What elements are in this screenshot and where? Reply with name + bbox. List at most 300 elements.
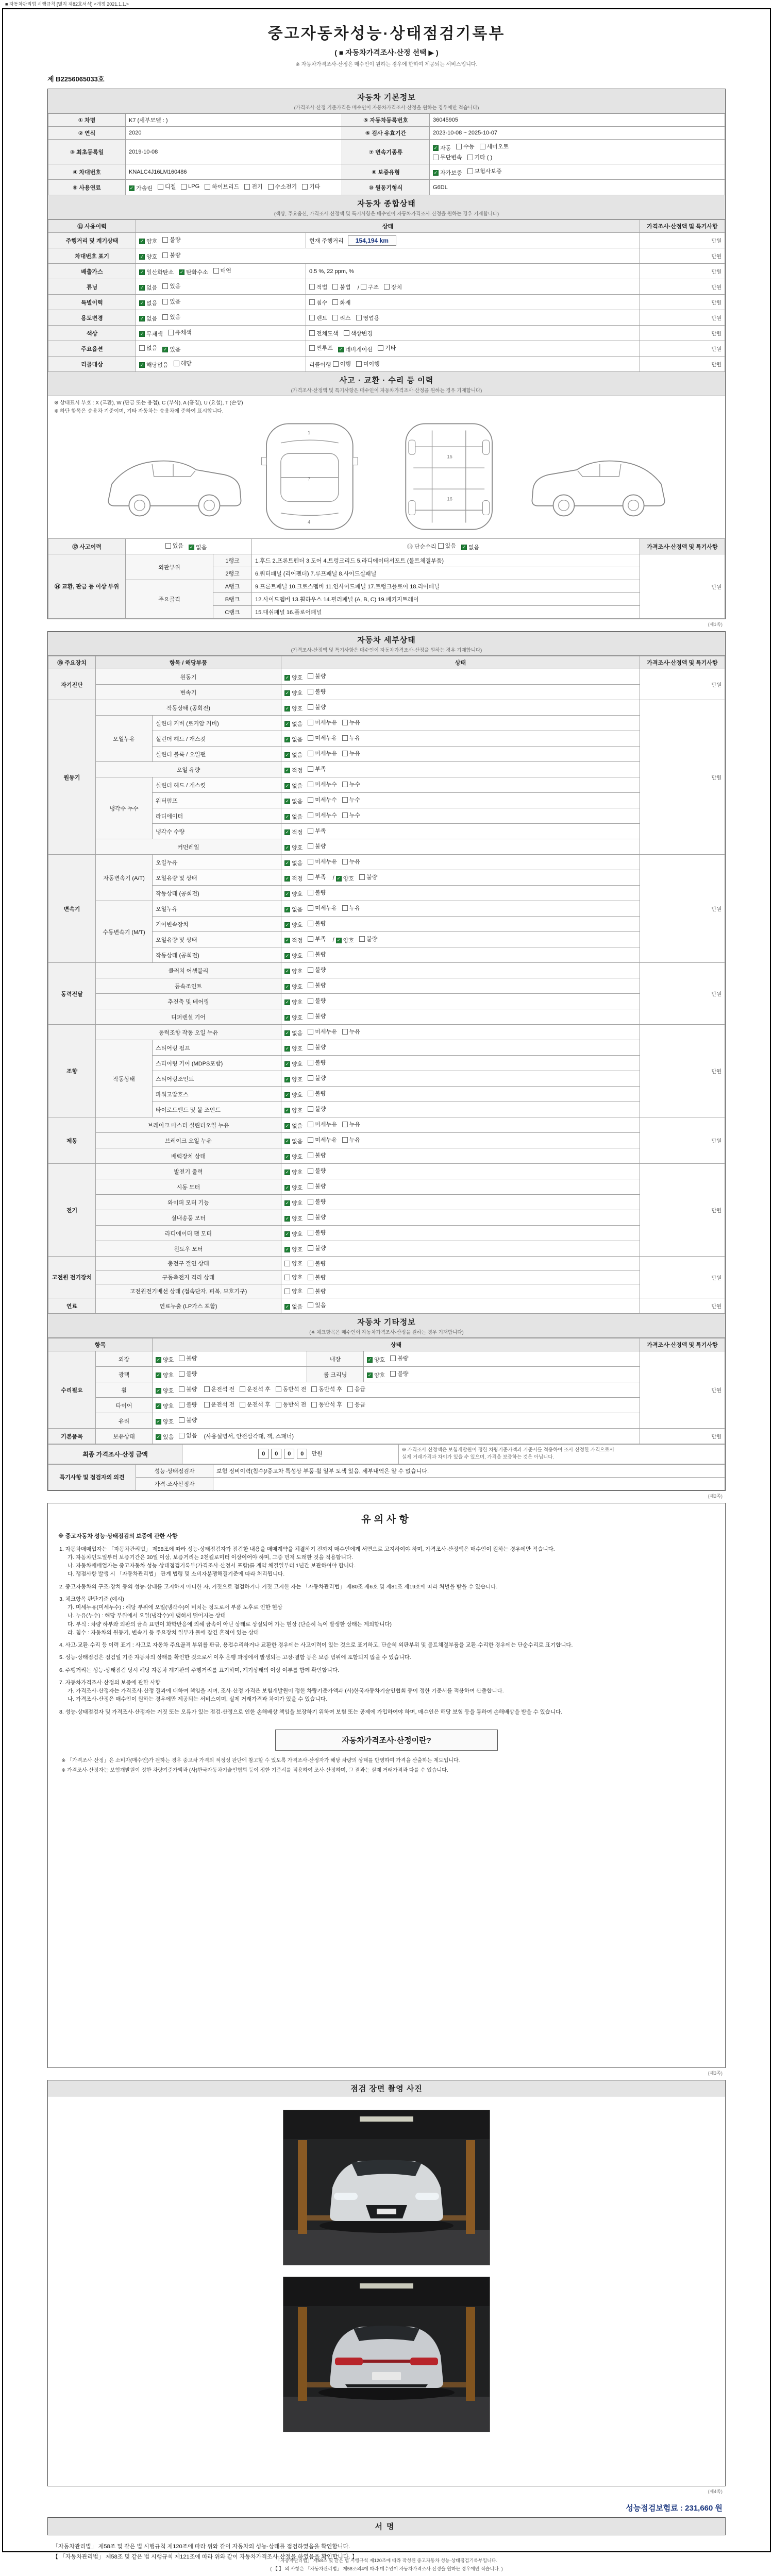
checkbox-option[interactable]: [174, 359, 192, 367]
unchecked-box-icon[interactable]: [467, 155, 473, 160]
checked-box-icon[interactable]: ✓: [285, 968, 290, 974]
unchecked-box-icon[interactable]: [344, 330, 349, 336]
checkbox-option[interactable]: [179, 268, 208, 276]
checkbox-option[interactable]: [244, 182, 262, 191]
checked-box-icon[interactable]: ✓: [285, 937, 290, 943]
checked-box-icon[interactable]: ✓: [285, 1138, 290, 1144]
checkbox-option[interactable]: [308, 1301, 326, 1309]
checkbox-option[interactable]: [156, 1417, 174, 1426]
checkbox-option[interactable]: [139, 299, 157, 307]
checked-box-icon[interactable]: ✓: [285, 1030, 290, 1036]
checkbox-option[interactable]: [284, 1214, 303, 1223]
unchecked-box-icon[interactable]: [359, 936, 365, 942]
checked-box-icon[interactable]: ✓: [156, 1418, 161, 1424]
checkbox-option[interactable]: [284, 751, 303, 759]
checkbox-option[interactable]: [342, 1120, 360, 1128]
checkbox-option[interactable]: [284, 689, 303, 697]
unchecked-box-icon[interactable]: [308, 812, 313, 818]
checked-box-icon[interactable]: ✓: [140, 269, 144, 275]
unchecked-box-icon[interactable]: [342, 859, 348, 865]
checkbox-option[interactable]: [139, 330, 163, 338]
unchecked-box-icon[interactable]: [204, 1402, 210, 1408]
checked-box-icon[interactable]: ✓: [285, 1246, 290, 1252]
unchecked-box-icon[interactable]: [308, 673, 313, 679]
checkbox-option[interactable]: [284, 1060, 303, 1068]
checked-box-icon[interactable]: ✓: [156, 1357, 161, 1362]
checkbox-option[interactable]: [308, 672, 326, 680]
checkbox-option[interactable]: [308, 842, 326, 850]
checkbox-option[interactable]: [378, 344, 396, 352]
checkbox-option[interactable]: [284, 766, 303, 774]
unchecked-box-icon[interactable]: [342, 797, 348, 803]
checkbox-option[interactable]: [139, 237, 157, 245]
checkbox-option[interactable]: [308, 981, 326, 989]
checkbox-option[interactable]: [308, 965, 326, 974]
checkbox-option[interactable]: [204, 1385, 235, 1393]
checked-box-icon[interactable]: ✓: [285, 1200, 290, 1206]
checkbox-option[interactable]: [311, 1385, 342, 1393]
checkbox-option[interactable]: [204, 1400, 235, 1409]
checkbox-option[interactable]: [284, 735, 303, 743]
unchecked-box-icon[interactable]: [308, 1044, 313, 1050]
unchecked-box-icon[interactable]: [390, 1371, 396, 1377]
unchecked-box-icon[interactable]: [284, 1275, 290, 1280]
unchecked-box-icon[interactable]: [347, 1402, 353, 1408]
checkbox-option[interactable]: [139, 344, 157, 352]
checkbox-option[interactable]: [467, 167, 502, 175]
checked-box-icon[interactable]: ✓: [285, 721, 290, 726]
checkbox-option[interactable]: [284, 1153, 303, 1161]
unchecked-box-icon[interactable]: [240, 1402, 245, 1408]
checkbox-option[interactable]: [308, 1105, 326, 1113]
checkbox-option[interactable]: [361, 283, 379, 291]
unchecked-box-icon[interactable]: [308, 1106, 313, 1112]
checked-box-icon[interactable]: ✓: [285, 1184, 290, 1190]
checkbox-option[interactable]: [308, 795, 337, 804]
unchecked-box-icon[interactable]: [179, 1355, 184, 1361]
checkbox-option[interactable]: [433, 144, 451, 152]
checked-box-icon[interactable]: ✓: [140, 284, 144, 290]
checked-box-icon[interactable]: ✓: [140, 253, 144, 259]
checked-box-icon[interactable]: ✓: [129, 185, 134, 191]
unchecked-box-icon[interactable]: [205, 184, 210, 190]
checked-box-icon[interactable]: ✓: [156, 1403, 161, 1409]
checkbox-option[interactable]: [308, 826, 326, 835]
checked-box-icon[interactable]: ✓: [285, 767, 290, 773]
unchecked-box-icon[interactable]: [356, 361, 362, 367]
checked-box-icon[interactable]: ✓: [337, 937, 341, 943]
checkbox-option[interactable]: [156, 1355, 174, 1364]
checkbox-option[interactable]: [162, 297, 180, 306]
checkbox-option[interactable]: [342, 795, 360, 804]
checkbox-option[interactable]: [308, 687, 326, 696]
checkbox-option[interactable]: [342, 857, 360, 866]
unchecked-box-icon[interactable]: [342, 751, 348, 756]
checked-box-icon[interactable]: ✓: [285, 798, 290, 804]
checked-box-icon[interactable]: ✓: [285, 1014, 290, 1020]
unchecked-box-icon[interactable]: [342, 1029, 348, 1035]
unchecked-box-icon[interactable]: [179, 1433, 184, 1438]
checkbox-option[interactable]: [268, 182, 297, 191]
unchecked-box-icon[interactable]: [308, 905, 313, 911]
unchecked-box-icon[interactable]: [361, 284, 366, 290]
checkbox-option[interactable]: [332, 314, 350, 322]
unchecked-box-icon[interactable]: [204, 1386, 210, 1392]
checkbox-option[interactable]: [344, 329, 373, 337]
unchecked-box-icon[interactable]: [333, 361, 339, 367]
unchecked-box-icon[interactable]: [308, 1075, 313, 1081]
unchecked-box-icon[interactable]: [162, 252, 168, 258]
checkbox-option[interactable]: [336, 874, 354, 883]
checkbox-option[interactable]: [309, 298, 327, 307]
checkbox-option[interactable]: [347, 1385, 365, 1393]
unchecked-box-icon[interactable]: [309, 299, 315, 305]
checkbox-option[interactable]: [308, 1213, 326, 1221]
checked-box-icon[interactable]: ✓: [156, 1434, 161, 1439]
checkbox-option[interactable]: [284, 1302, 303, 1311]
checkbox-option[interactable]: [156, 1371, 174, 1379]
checked-box-icon[interactable]: ✓: [285, 1169, 290, 1175]
checked-box-icon[interactable]: ✓: [285, 705, 290, 711]
checked-box-icon[interactable]: ✓: [285, 829, 290, 835]
checkbox-option[interactable]: [179, 1369, 197, 1378]
checkbox-option[interactable]: [308, 904, 337, 912]
checkbox-option[interactable]: [284, 1168, 303, 1176]
unchecked-box-icon[interactable]: [308, 952, 313, 957]
checkbox-option[interactable]: [333, 360, 351, 368]
checked-box-icon[interactable]: ✓: [285, 1123, 290, 1128]
unchecked-box-icon[interactable]: [308, 1060, 313, 1065]
unchecked-box-icon[interactable]: [179, 1371, 184, 1377]
checkbox-option[interactable]: [308, 996, 326, 1005]
unchecked-box-icon[interactable]: [347, 1386, 353, 1392]
checkbox-option[interactable]: [284, 1075, 303, 1083]
unchecked-box-icon[interactable]: [165, 543, 171, 549]
checked-box-icon[interactable]: ✓: [189, 544, 194, 550]
checked-box-icon[interactable]: ✓: [140, 362, 144, 367]
checked-box-icon[interactable]: ✓: [285, 844, 290, 850]
checked-box-icon[interactable]: ✓: [285, 906, 290, 912]
unchecked-box-icon[interactable]: [308, 1289, 313, 1294]
unchecked-box-icon[interactable]: [309, 345, 315, 351]
checkbox-option[interactable]: [156, 1433, 174, 1441]
checkbox-option[interactable]: [308, 811, 337, 819]
checked-box-icon[interactable]: ✓: [433, 145, 438, 150]
unchecked-box-icon[interactable]: [342, 905, 348, 911]
checked-box-icon[interactable]: ✓: [285, 1231, 290, 1236]
checked-box-icon[interactable]: ✓: [140, 238, 144, 244]
checkbox-option[interactable]: [189, 543, 207, 551]
checkbox-option[interactable]: [284, 1287, 303, 1295]
unchecked-box-icon[interactable]: [162, 237, 168, 243]
checked-box-icon[interactable]: ✓: [285, 875, 290, 881]
unchecked-box-icon[interactable]: [342, 720, 348, 725]
unchecked-box-icon[interactable]: [284, 1261, 290, 1266]
unchecked-box-icon[interactable]: [308, 936, 313, 942]
checkbox-option[interactable]: [179, 1400, 197, 1409]
unchecked-box-icon[interactable]: [162, 283, 168, 289]
checkbox-option[interactable]: [332, 283, 350, 291]
unchecked-box-icon[interactable]: [308, 1091, 313, 1096]
checkbox-option[interactable]: [168, 328, 192, 336]
checkbox-option[interactable]: [367, 1371, 385, 1379]
unchecked-box-icon[interactable]: [308, 797, 313, 803]
unchecked-box-icon[interactable]: [308, 967, 313, 973]
checked-box-icon[interactable]: ✓: [337, 875, 341, 881]
unchecked-box-icon[interactable]: [390, 1355, 396, 1361]
unchecked-box-icon[interactable]: [276, 1402, 281, 1408]
checkbox-option[interactable]: [276, 1400, 307, 1409]
unchecked-box-icon[interactable]: [308, 1214, 313, 1220]
checked-box-icon[interactable]: ✓: [285, 674, 290, 680]
checkbox-option[interactable]: [342, 1027, 360, 1036]
checked-box-icon[interactable]: ✓: [140, 315, 144, 321]
checkbox-option[interactable]: [240, 1400, 271, 1409]
unchecked-box-icon[interactable]: [308, 720, 313, 725]
unchecked-box-icon[interactable]: [158, 184, 163, 190]
unchecked-box-icon[interactable]: [181, 184, 187, 190]
checkbox-option[interactable]: [129, 184, 153, 192]
unchecked-box-icon[interactable]: [308, 782, 313, 787]
checkbox-option[interactable]: [284, 998, 303, 1006]
checkbox-option[interactable]: [461, 543, 479, 551]
checkbox-option[interactable]: [467, 153, 493, 161]
checkbox-option[interactable]: [284, 1106, 303, 1114]
checked-box-icon[interactable]: ✓: [285, 953, 290, 958]
checkbox-option[interactable]: [284, 1044, 303, 1053]
checkbox-option[interactable]: [284, 1122, 303, 1130]
checkbox-option[interactable]: [309, 329, 339, 337]
unchecked-box-icon[interactable]: [309, 330, 315, 336]
unchecked-box-icon[interactable]: [213, 268, 219, 274]
checked-box-icon[interactable]: ✓: [285, 752, 290, 757]
checkbox-option[interactable]: [308, 1259, 326, 1267]
checkbox-option[interactable]: [284, 936, 303, 944]
unchecked-box-icon[interactable]: [139, 345, 145, 351]
checkbox-option[interactable]: [390, 1354, 408, 1362]
checkbox-option[interactable]: [308, 1182, 326, 1190]
checked-box-icon[interactable]: ✓: [433, 170, 438, 175]
checkbox-option[interactable]: [308, 919, 326, 927]
unchecked-box-icon[interactable]: [433, 155, 439, 160]
unchecked-box-icon[interactable]: [359, 874, 365, 880]
checked-box-icon[interactable]: ✓: [163, 346, 167, 352]
unchecked-box-icon[interactable]: [308, 921, 313, 926]
checkbox-option[interactable]: [162, 235, 180, 244]
checkbox-option[interactable]: [308, 734, 337, 742]
checkbox-option[interactable]: [308, 1273, 326, 1281]
checkbox-option[interactable]: [284, 982, 303, 991]
checkbox-option[interactable]: [309, 283, 327, 291]
checked-box-icon[interactable]: ✓: [285, 922, 290, 927]
unchecked-box-icon[interactable]: [309, 315, 315, 320]
checked-box-icon[interactable]: ✓: [285, 1061, 290, 1066]
checkbox-option[interactable]: [384, 283, 402, 291]
checkbox-option[interactable]: [309, 314, 327, 322]
checkbox-option[interactable]: [308, 950, 326, 958]
unchecked-box-icon[interactable]: [308, 843, 313, 849]
checkbox-option[interactable]: [162, 251, 180, 259]
checkbox-option[interactable]: [356, 360, 380, 368]
unchecked-box-icon[interactable]: [268, 184, 274, 190]
checkbox-option[interactable]: [302, 182, 320, 191]
checked-box-icon[interactable]: ✓: [285, 1215, 290, 1221]
unchecked-box-icon[interactable]: [378, 345, 383, 351]
checked-box-icon[interactable]: ✓: [285, 999, 290, 1005]
checked-box-icon[interactable]: ✓: [339, 346, 343, 352]
checkbox-option[interactable]: [367, 1355, 385, 1364]
checkbox-option[interactable]: [308, 780, 337, 788]
checkbox-option[interactable]: [284, 704, 303, 713]
unchecked-box-icon[interactable]: [332, 284, 338, 290]
unchecked-box-icon[interactable]: [308, 704, 313, 710]
checkbox-option[interactable]: [284, 1013, 303, 1022]
checkbox-option[interactable]: [347, 1400, 365, 1409]
checkbox-option[interactable]: [336, 936, 354, 944]
unchecked-box-icon[interactable]: [308, 1013, 313, 1019]
unchecked-box-icon[interactable]: [308, 1261, 313, 1266]
unchecked-box-icon[interactable]: [179, 1417, 184, 1423]
checkbox-option[interactable]: [284, 1245, 303, 1253]
checkbox-option[interactable]: [433, 153, 462, 161]
checked-box-icon[interactable]: ✓: [285, 1092, 290, 1097]
checkbox-option[interactable]: [308, 1120, 337, 1128]
unchecked-box-icon[interactable]: [308, 1245, 313, 1251]
checked-box-icon[interactable]: ✓: [462, 544, 466, 550]
unchecked-box-icon[interactable]: [308, 874, 313, 880]
checkbox-option[interactable]: [308, 888, 326, 896]
checked-box-icon[interactable]: ✓: [367, 1372, 372, 1378]
checkbox-option[interactable]: [342, 904, 360, 912]
checkbox-option[interactable]: [438, 541, 456, 550]
checked-box-icon[interactable]: ✓: [285, 736, 290, 742]
checkbox-option[interactable]: [342, 1136, 360, 1144]
checkbox-option[interactable]: [342, 734, 360, 742]
unchecked-box-icon[interactable]: [308, 890, 313, 895]
checkbox-option[interactable]: [179, 1354, 197, 1362]
checkbox-option[interactable]: [284, 1273, 303, 1281]
checkbox-option[interactable]: [332, 298, 350, 307]
unchecked-box-icon[interactable]: [308, 766, 313, 772]
checkbox-option[interactable]: [308, 1151, 326, 1159]
checkbox-option[interactable]: [284, 782, 303, 790]
unchecked-box-icon[interactable]: [311, 1402, 317, 1408]
unchecked-box-icon[interactable]: [342, 782, 348, 787]
checkbox-option[interactable]: [162, 313, 180, 321]
checkbox-option[interactable]: [342, 718, 360, 726]
checkbox-option[interactable]: [359, 873, 377, 881]
checkbox-option[interactable]: [205, 182, 239, 191]
checked-box-icon[interactable]: ✓: [285, 891, 290, 896]
checkbox-option[interactable]: [308, 1074, 326, 1082]
checkbox-option[interactable]: [284, 673, 303, 682]
unchecked-box-icon[interactable]: [308, 1183, 313, 1189]
checkbox-option[interactable]: [284, 1183, 303, 1192]
checkbox-option[interactable]: [284, 1230, 303, 1238]
checked-box-icon[interactable]: ✓: [285, 984, 290, 989]
checkbox-option[interactable]: [284, 812, 303, 821]
checkbox-option[interactable]: [139, 252, 157, 261]
unchecked-box-icon[interactable]: [168, 330, 174, 335]
checkbox-option[interactable]: [308, 1136, 337, 1144]
checkbox-option[interactable]: [284, 720, 303, 728]
checkbox-option[interactable]: [276, 1385, 307, 1393]
unchecked-box-icon[interactable]: [467, 168, 473, 174]
checkbox-option[interactable]: [179, 1431, 197, 1439]
unchecked-box-icon[interactable]: [244, 184, 250, 190]
checkbox-option[interactable]: [390, 1369, 408, 1378]
checkbox-option[interactable]: [308, 857, 337, 866]
checkbox-option[interactable]: [139, 314, 157, 323]
checkbox-option[interactable]: [240, 1385, 271, 1393]
checkbox-option[interactable]: [162, 345, 180, 353]
unchecked-box-icon[interactable]: [179, 1402, 184, 1408]
checkbox-option[interactable]: [342, 811, 360, 819]
unchecked-box-icon[interactable]: [308, 1199, 313, 1205]
checkbox-option[interactable]: [342, 749, 360, 757]
checkbox-option[interactable]: [308, 749, 337, 757]
unchecked-box-icon[interactable]: [308, 1029, 313, 1035]
unchecked-box-icon[interactable]: [308, 735, 313, 741]
unchecked-box-icon[interactable]: [308, 1275, 313, 1280]
checkbox-option[interactable]: [213, 266, 231, 275]
checkbox-option[interactable]: [156, 1402, 174, 1410]
checked-box-icon[interactable]: ✓: [285, 860, 290, 866]
checked-box-icon[interactable]: ✓: [285, 814, 290, 819]
unchecked-box-icon[interactable]: [342, 735, 348, 741]
checkbox-option[interactable]: [165, 541, 183, 550]
checkbox-option[interactable]: [308, 1287, 326, 1295]
checkbox-option[interactable]: [308, 1012, 326, 1020]
checkbox-option[interactable]: [284, 797, 303, 805]
checkbox-option[interactable]: [139, 283, 157, 292]
checked-box-icon[interactable]: ✓: [285, 1107, 290, 1113]
checkbox-option[interactable]: [308, 703, 326, 711]
checked-box-icon[interactable]: ✓: [285, 1076, 290, 1082]
checkbox-option[interactable]: [308, 935, 326, 943]
unchecked-box-icon[interactable]: [308, 689, 313, 694]
checkbox-option[interactable]: [338, 345, 373, 353]
checkbox-option[interactable]: [308, 1166, 326, 1175]
unchecked-box-icon[interactable]: [284, 1289, 290, 1294]
checkbox-option[interactable]: [311, 1400, 342, 1409]
checkbox-option[interactable]: [284, 921, 303, 929]
unchecked-box-icon[interactable]: [308, 1230, 313, 1235]
unchecked-box-icon[interactable]: [480, 144, 485, 149]
checkbox-option[interactable]: [308, 1027, 337, 1036]
unchecked-box-icon[interactable]: [308, 1302, 313, 1308]
checkbox-option[interactable]: [181, 183, 199, 190]
checkbox-option[interactable]: [284, 905, 303, 913]
checkbox-option[interactable]: [158, 182, 176, 191]
checkbox-option[interactable]: [480, 142, 509, 150]
checked-box-icon[interactable]: ✓: [285, 1154, 290, 1159]
unchecked-box-icon[interactable]: [356, 315, 362, 320]
unchecked-box-icon[interactable]: [332, 315, 338, 320]
unchecked-box-icon[interactable]: [174, 361, 179, 366]
unchecked-box-icon[interactable]: [308, 982, 313, 988]
checked-box-icon[interactable]: ✓: [156, 1387, 161, 1393]
checkbox-option[interactable]: [342, 780, 360, 788]
checkbox-option[interactable]: [139, 361, 169, 369]
unchecked-box-icon[interactable]: [438, 543, 444, 549]
checked-box-icon[interactable]: ✓: [285, 690, 290, 696]
unchecked-box-icon[interactable]: [308, 1137, 313, 1143]
unchecked-box-icon[interactable]: [309, 284, 315, 290]
checked-box-icon[interactable]: ✓: [285, 1045, 290, 1051]
checkbox-option[interactable]: [433, 168, 462, 177]
checkbox-option[interactable]: [139, 268, 174, 276]
